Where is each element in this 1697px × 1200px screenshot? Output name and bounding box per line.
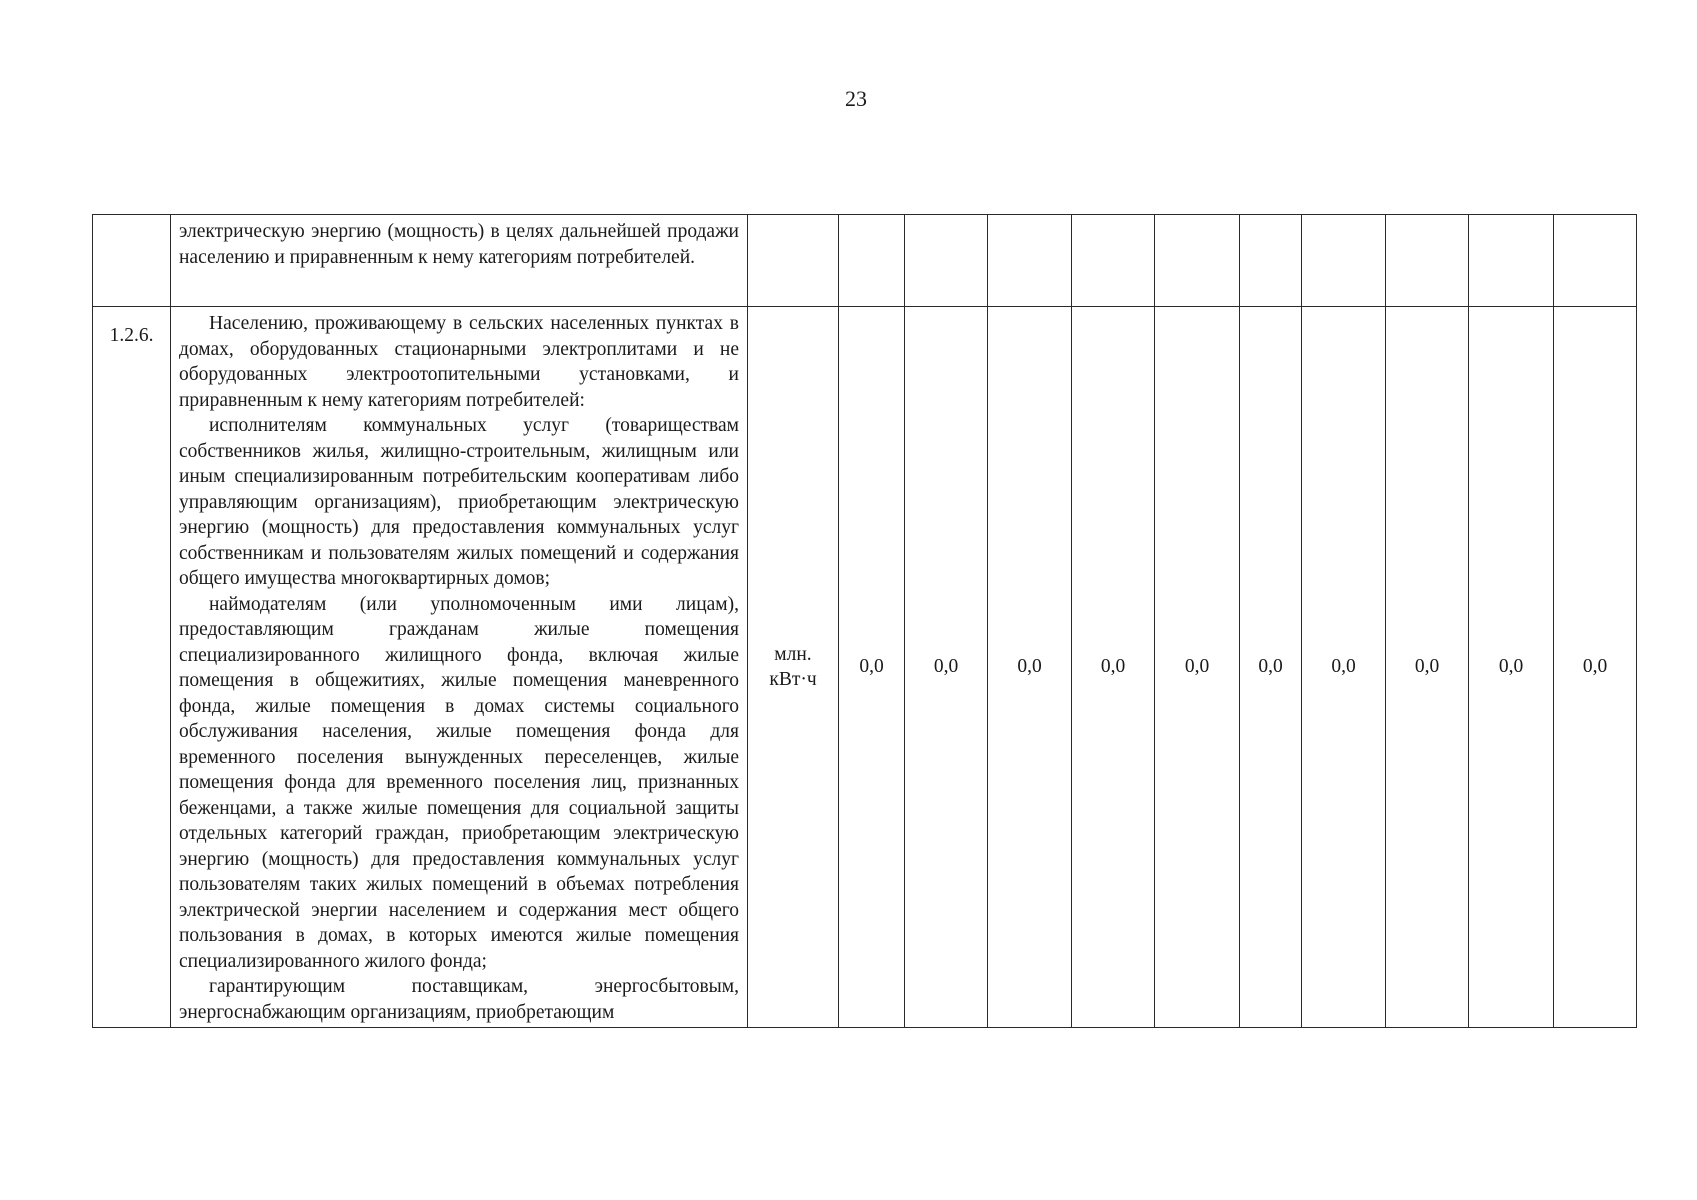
row-description	[171, 215, 748, 307]
tariff-table	[92, 214, 1637, 1028]
description-paragraph: электрическую энергию (мощность) в целях дальнейшей продажи населению и приравненным к нему категориям потребителей.	[179, 221, 739, 268]
unit-line: млн.	[774, 643, 812, 665]
value-cell	[1554, 215, 1637, 307]
page-number: 23	[845, 86, 867, 111]
value-cell: 0,0	[839, 307, 905, 1028]
table-row	[93, 307, 1637, 1028]
value-cell	[1302, 215, 1386, 307]
description-paragraph: гарантирующим поставщикам, энергосбытовым, энергоснабжающим организациям, приобретающим	[179, 976, 739, 1023]
table-row	[93, 215, 1637, 307]
description-paragraph: наймодателям (или уполномоченным ими лицам), предоставляющим гражданам жилые помещения специализированного жилищного фонда, включая жилые помещения в общежитиях, жилые помещения маневренного фонда, жилые помещения в домах системы социального обслуживания населения, жилые помещения фонда для временного поселения вынужденных переселенцев, жилые помещения фонда для временного поселения лиц, признанных беженцами, а также жилые помещения для социальной защиты отдельных категорий граждан, приобретающим электрическую энергию (мощность) для предоставления коммунальных услуг пользователям таких жилых помещений в объемах потребления электрической энергии населением и содержания мест общего пользования в домах, в которых имеются жилые помещения специализированного жилого фонда;	[179, 593, 739, 972]
value-cell	[905, 215, 988, 307]
value-cell: 0,0	[988, 307, 1072, 1028]
unit-line: кВт·ч	[769, 669, 817, 690]
value-cell: 0,0	[905, 307, 988, 1028]
row-number: 1.2.6.	[93, 307, 171, 1028]
unit-cell	[748, 307, 839, 1028]
row-description	[171, 307, 748, 1028]
value-cell: 0,0	[1155, 307, 1240, 1028]
value-cell: 0,0	[1554, 307, 1637, 1028]
value-cell	[1240, 215, 1302, 307]
value-cell	[1155, 215, 1240, 307]
value-cell	[1386, 215, 1469, 307]
value-cell: 0,0	[1386, 307, 1469, 1028]
value-cell	[1469, 215, 1554, 307]
value-cell: 0,0	[1072, 307, 1155, 1028]
description-paragraph: исполнителям коммунальных услуг (товариществам собственников жилья, жилищно-строительным, жилищным или иным специализированным потребительским кооперативам либо управляющим организациям), приобретающим электрическую энергию (мощность) для предоставления коммунальных услуг собственникам и пользователям жилых помещений и содержания общего имущества многоквартирных домов;	[179, 415, 739, 589]
unit-cell	[748, 215, 839, 307]
value-cell: 0,0	[1240, 307, 1302, 1028]
description-paragraph: Населению, проживающему в сельских населенных пунктах в домах, оборудованных стационарными электроплитами и не оборудованных электроотопительными установками, и приравненным к нему категориям потребителей:	[179, 313, 739, 411]
value-cell: 0,0	[1469, 307, 1554, 1028]
value-cell	[988, 215, 1072, 307]
row-number	[93, 215, 171, 307]
value-cell	[1072, 215, 1155, 307]
value-cell	[839, 215, 905, 307]
value-cell: 0,0	[1302, 307, 1386, 1028]
